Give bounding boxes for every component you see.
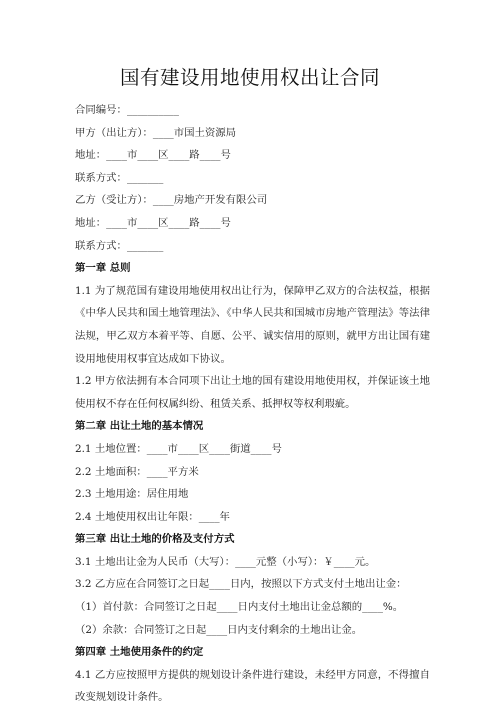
clause-2-3: 2.3 土地用途：居住用地 <box>75 488 189 501</box>
chapter-4-heading: 第四章 土地使用条件的约定 <box>75 646 204 659</box>
contract-number: 合同编号：__________ <box>75 104 179 116</box>
party-a: 甲方（出让方）：____市国土资源局 <box>75 126 237 139</box>
clause-3-2-2: （2）余款：合同签订之日起____日内支付剩余的土地出让金。 <box>75 623 363 636</box>
party-b: 乙方（受让方）：____房地产开发有限公司 <box>75 194 268 207</box>
chapter-2-heading: 第二章 出让土地的基本情况 <box>75 420 204 433</box>
contract-body <box>75 99 430 709</box>
clause-2-1: 2.1 土地位置：____市____区____街道____号 <box>75 442 282 455</box>
document-title: 国有建设用地使用权出让合同 <box>119 66 380 89</box>
clause-1-1: 1.1 为了规范国有建设用地使用权出让行为，保障甲乙双方的合法权益，根据《中华人民共和国土地管理法》、《中华人民共和国城市房地产管理法》等法律法规，甲乙双方本着平等、自愿、公平、诚实信用的原则，就甲方出让国有建设用地使用权事宜达成如下协议。 <box>75 284 430 365</box>
chapter-1-heading: 第一章 总则 <box>75 262 131 275</box>
clause-3-2-1: （1）首付款：合同签订之日起____日内支付土地出让金总额的____%。 <box>75 601 404 614</box>
clause-2-2: 2.2 土地面积：____平方米 <box>75 465 199 478</box>
chapter-3-heading: 第三章 出让土地的价格及支付方式 <box>75 533 235 546</box>
clause-3-1: 3.1 土地出让金为人民币（大写）：____元整（小写）：￥____元。 <box>75 555 376 568</box>
clause-1-2: 1.2 甲方依法拥有本合同项下出让土地的国有建设用地使用权，并保证该土地使用权不存在任何权属纠纷、租赁关系、抵押权等权利瑕疵。 <box>75 375 430 410</box>
party-a-address: 地址：____市____区____路____号 <box>75 149 231 162</box>
party-a-contact: 联系方式：_______ <box>75 171 164 184</box>
party-b-address: 地址：____市____区____路____号 <box>75 216 231 229</box>
clause-4-1: 4.1 乙方应按照甲方提供的规划设计条件进行建设，未经甲方同意，不得擅自改变规划设计条件。 <box>75 668 430 704</box>
clause-3-2: 3.2 乙方应在合同签订之日起____日内，按照以下方式支付土地出让金： <box>75 578 407 591</box>
party-b-contact: 联系方式：_______ <box>75 239 164 252</box>
clause-2-4: 2.4 土地使用权出让年限：____年 <box>75 510 230 523</box>
